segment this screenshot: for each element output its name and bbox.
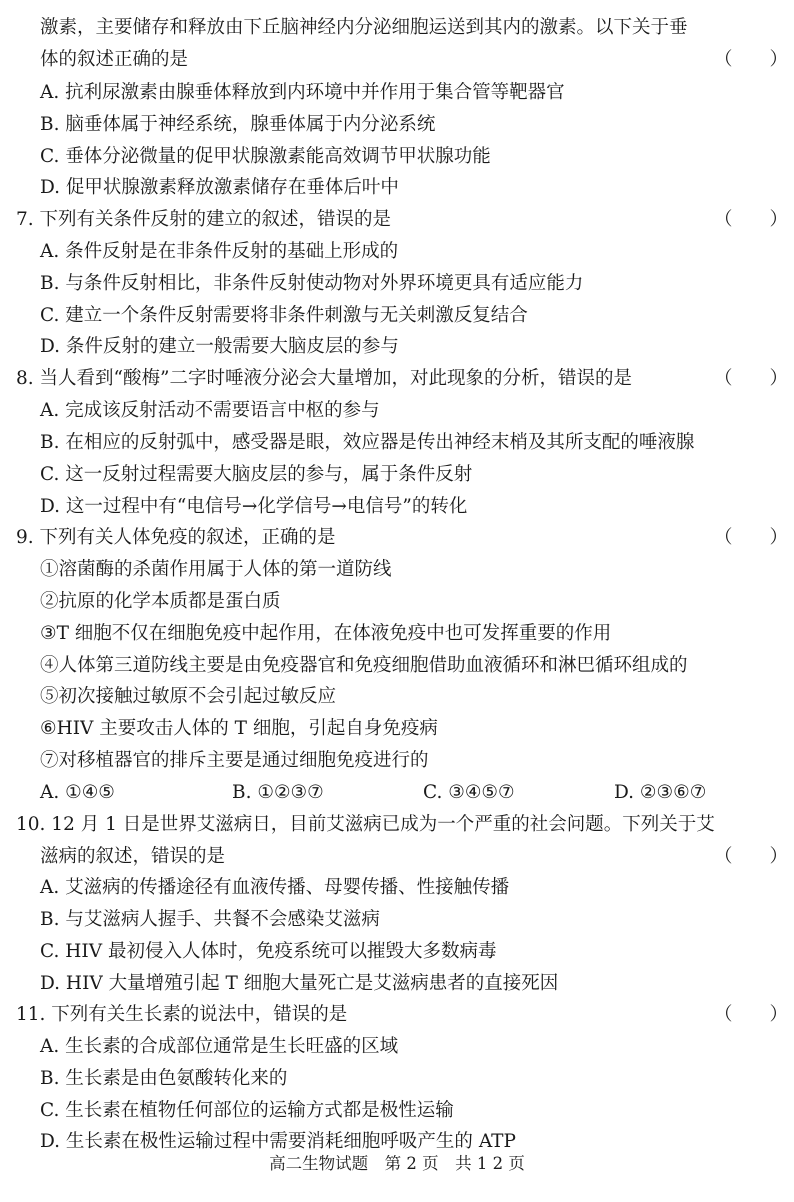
- q9-stem-text: 9. 下列有关人体免疫的叙述，正确的是: [16, 527, 336, 548]
- q7-option-c: [0, 300, 794, 332]
- q9-answer-paren: （ ）: [714, 527, 789, 548]
- q11-option-d-text: D. 生长素在极性运输过程中需要消耗细胞呼吸产生的 ATP: [40, 1131, 516, 1152]
- q11-stem-text: 11. 下列有关生长素的说法中，错误的是: [16, 1004, 348, 1025]
- q10-stem-text2: 滋病的叙述，错误的是: [40, 846, 226, 867]
- q10-option-a-text: A. 艾滋病的传播途径有血液传播、母婴传播、性接触传播: [40, 877, 510, 898]
- q11-option-c-text: C. 生长素在植物任何部位的运输方式都是极性运输: [40, 1100, 454, 1121]
- q9-stem: [0, 522, 794, 554]
- q6-answer-paren: （ ）: [714, 49, 789, 70]
- q10-option-d-text: D. HIV 大量增殖引起 T 细胞大量死亡是艾滋病患者的直接死因: [40, 973, 559, 994]
- q11-stem: [0, 999, 794, 1031]
- q10-option-c: [0, 936, 794, 968]
- q8-stem: [0, 363, 794, 395]
- q10-answer-paren: （ ）: [714, 846, 789, 867]
- q6-option-a-text: A. 抗利尿激素由腺垂体释放到内环境中并作用于集合管等靶器官: [40, 82, 565, 103]
- q8-option-a: [0, 395, 794, 427]
- q9-option-d: D. ②③⑥⑦: [614, 782, 707, 803]
- q10-stem-line1: [0, 809, 794, 841]
- page-footer: 高二生物试题 第 2 页 共 1 2 页: [269, 1154, 525, 1173]
- q7-option-d-text: D. 条件反射的建立一般需要大脑皮层的参与: [40, 336, 399, 357]
- q6-option-d-text: D. 促甲状腺激素释放激素储存在垂体后叶中: [40, 177, 399, 198]
- q6-option-b-text: B. 脑垂体属于神经系统，腺垂体属于内分泌系统: [40, 114, 436, 135]
- q7-option-d: [0, 331, 794, 363]
- q7-option-b: [0, 268, 794, 300]
- q9-option-b: B. ①②③⑦: [232, 782, 324, 803]
- q9-statement-4: [0, 650, 794, 682]
- q10-option-d: [0, 968, 794, 1000]
- q7-option-a-text: A. 条件反射是在非条件反射的基础上形成的: [40, 241, 399, 262]
- q11-option-a-text: A. 生长素的合成部位通常是生长旺盛的区域: [40, 1036, 399, 1057]
- q7-option-a: [0, 236, 794, 268]
- q8-stem-text: 8. 当人看到“酸梅”二字时唾液分泌会大量增加，对此现象的分析，错误的是: [16, 368, 632, 389]
- q10-stem-line2: [0, 841, 794, 873]
- q7-option-b-text: B. 与条件反射相比，非条件反射使动物对外界环境更具有适应能力: [40, 273, 584, 294]
- q6-stem-line1: [0, 12, 794, 44]
- q9-options-row: [0, 777, 794, 809]
- q9-statement-7: [0, 745, 794, 777]
- q8-option-c: [0, 459, 794, 491]
- q9-statement-1: [0, 554, 794, 586]
- q6-option-c-text: C. 垂体分泌微量的促甲状腺激素能高效调节甲状腺功能: [40, 146, 491, 167]
- q11-option-c: [0, 1095, 794, 1127]
- q9-statement-6: [0, 713, 794, 745]
- q11-option-b-text: B. 生长素是由色氨酸转化来的: [40, 1068, 288, 1089]
- q7-stem: [0, 204, 794, 236]
- q6-stem-text1: 激素，主要储存和释放由下丘脑神经内分泌细胞运送到其内的激素。以下关于垂: [40, 17, 688, 38]
- q10-option-b-text: B. 与艾滋病人握手、共餐不会感染艾滋病: [40, 909, 380, 930]
- q6-option-a: [0, 77, 794, 109]
- q11-answer-paren: （ ）: [714, 1004, 789, 1025]
- q9-statement-5: [0, 681, 794, 713]
- q9-statement-3-text: ③T 细胞不仅在细胞免疫中起作用，在体液免疫中也可发挥重要的作用: [40, 623, 612, 644]
- q9-statement-6-text: ⑥HIV 主要攻击人体的 T 细胞，引起自身免疫病: [40, 718, 438, 739]
- q8-option-b-text: B. 在相应的反射弧中，感受器是眼，效应器是传出神经末梢及其所支配的唾液腺: [40, 432, 695, 453]
- q9-statement-4-text: ④人体第三道防线主要是由免疫器官和免疫细胞借助血液循环和淋巴循环组成的: [40, 655, 688, 676]
- q9-statement-5-text: ⑤初次接触过敏原不会引起过敏反应: [40, 686, 337, 707]
- q9-option-c: C. ③④⑤⑦: [423, 782, 515, 803]
- q9-statement-1-text: ①溶菌酶的杀菌作用属于人体的第一道防线: [40, 559, 392, 580]
- q6-option-d: [0, 172, 794, 204]
- q6-stem-line2: [0, 44, 794, 76]
- q10-option-b: [0, 904, 794, 936]
- q11-option-b: [0, 1063, 794, 1095]
- q8-option-c-text: C. 这一反射过程需要大脑皮层的参与，属于条件反射: [40, 464, 473, 485]
- q10-stem-text1: 10. 12 月 1 日是世界艾滋病日，目前艾滋病已成为一个严重的社会问题。下列关于艾: [16, 814, 715, 835]
- q10-option-a: [0, 872, 794, 904]
- q9-statement-7-text: ⑦对移植器官的排斥主要是通过细胞免疫进行的: [40, 750, 429, 771]
- q7-answer-paren: （ ）: [714, 209, 789, 230]
- q9-statement-2: [0, 586, 794, 618]
- q8-option-b: [0, 427, 794, 459]
- q6-option-c: [0, 141, 794, 173]
- q10-option-c-text: C. HIV 最初侵入人体时，免疫系统可以摧毁大多数病毒: [40, 941, 497, 962]
- q8-option-d: [0, 491, 794, 523]
- q6-option-b: [0, 109, 794, 141]
- q8-answer-paren: （ ）: [714, 368, 789, 389]
- q7-option-c-text: C. 建立一个条件反射需要将非条件刺激与无关刺激反复结合: [40, 305, 528, 326]
- q9-statement-2-text: ②抗原的化学本质都是蛋白质: [40, 591, 281, 612]
- q9-statement-3: [0, 618, 794, 650]
- q8-option-a-text: A. 完成该反射活动不需要语言中枢的参与: [40, 400, 380, 421]
- q9-option-a: A. ①④⑤: [40, 782, 115, 803]
- q11-option-a: [0, 1031, 794, 1063]
- q6-stem-text2: 体的叙述正确的是: [40, 49, 189, 70]
- q8-option-d-text: D. 这一过程中有“电信号→化学信号→电信号”的转化: [40, 496, 468, 517]
- q7-stem-text: 7. 下列有关条件反射的建立的叙述，错误的是: [16, 209, 392, 230]
